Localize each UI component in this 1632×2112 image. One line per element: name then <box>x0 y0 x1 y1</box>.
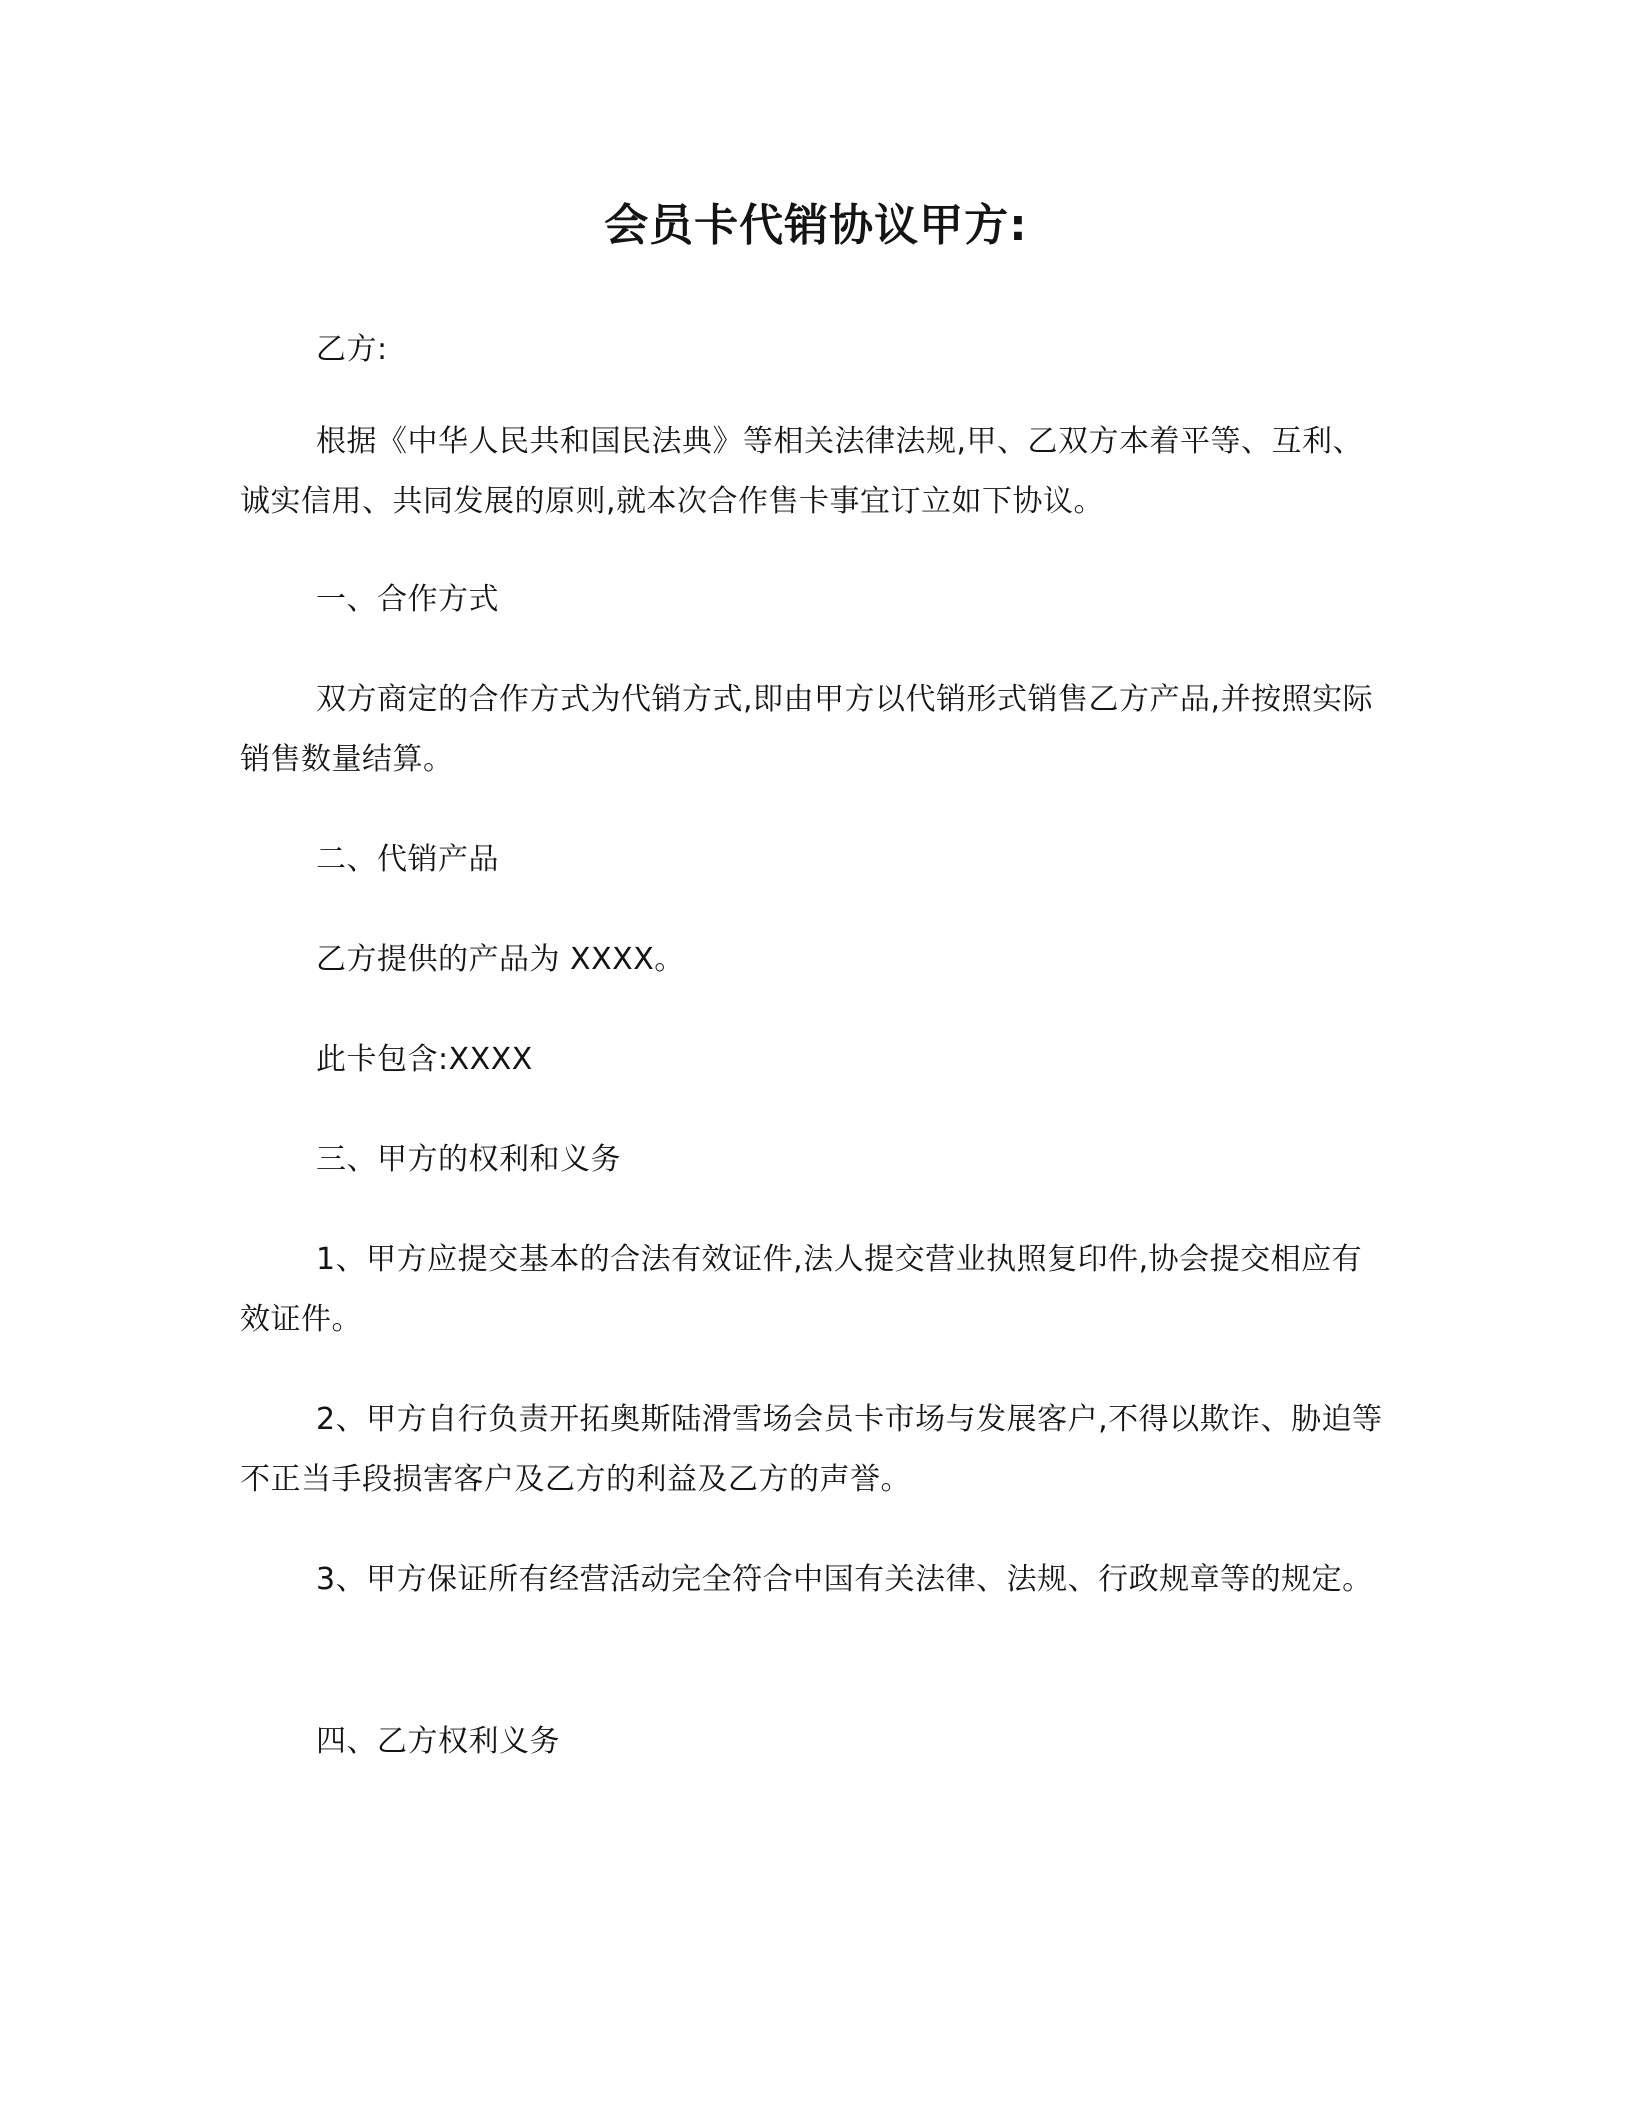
document-title: 会员卡代销协议甲方: <box>604 200 1028 251</box>
product-paragraph: 乙方提供的产品为 XXXX。 <box>316 942 685 977</box>
section-heading-3: 三、甲方的权利和义务 <box>316 1142 621 1177</box>
section-heading-1: 一、合作方式 <box>316 582 499 617</box>
section-heading-4: 四、乙方权利义务 <box>316 1724 560 1759</box>
clause-3-3: 3、甲方保证所有经营活动完全符合中国有关法律、法规、行政规章等的规定。 <box>316 1562 1373 1597</box>
cooperation-paragraph: 双方商定的合作方式为代销方式,即由甲方以代销形式销售乙方产品,并按照实际销售数量结算。 <box>240 682 1374 777</box>
clause-3-2: 2、甲方自行负责开拓奥斯陆滑雪场会员卡市场与发展客户,不得以欺诈、胁迫等不正当手段损害客户及乙方的利益及乙方的声誉。 <box>240 1402 1383 1497</box>
clause-3-1: 1、甲方应提交基本的合法有效证件,法人提交营业执照复印件,协会提交相应有效证件。 <box>240 1242 1363 1337</box>
card-contents-paragraph: 此卡包含:XXXX <box>316 1042 533 1077</box>
party-b-line: 乙方: <box>316 332 388 367</box>
intro-paragraph: 根据《中华人民共和国民法典》等相关法律法规,甲、乙双方本着平等、互利、诚实信用、共同发展的原则,就本次合作售卡事宜订立如下协议。 <box>240 424 1364 519</box>
section-heading-2: 二、代销产品 <box>316 842 499 877</box>
